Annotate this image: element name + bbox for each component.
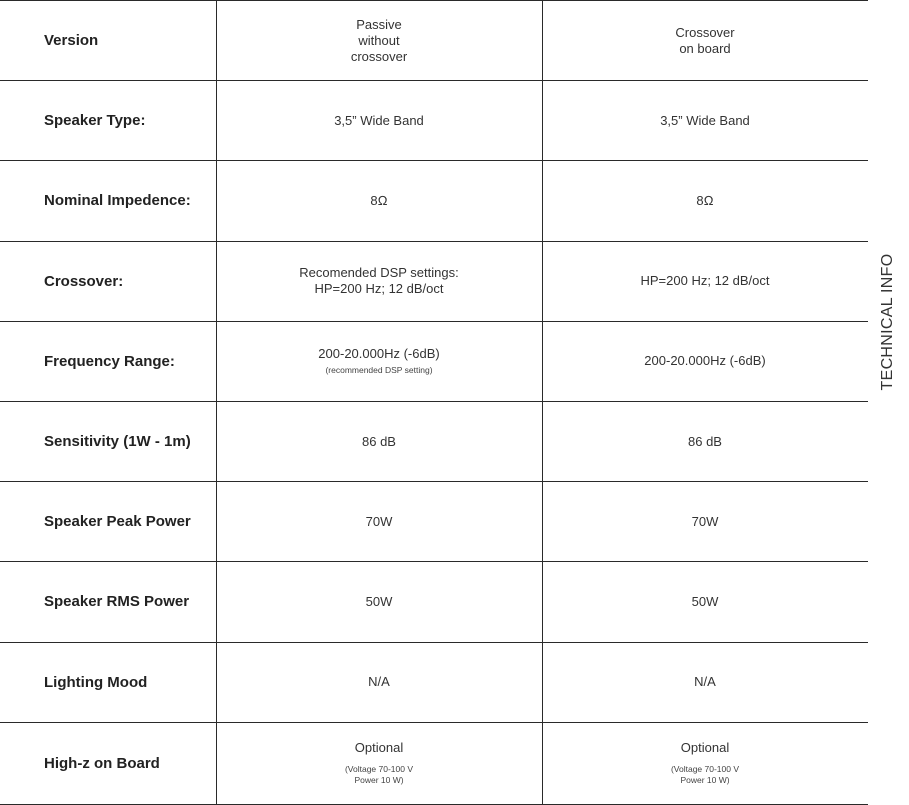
passive-cell — [216, 161, 542, 241]
table-row — [0, 401, 868, 481]
table-row — [0, 1, 868, 81]
cell-value: 70W — [365, 513, 393, 529]
cell-note: (Voltage 70-100 V Power 10 W) — [344, 764, 414, 786]
row-label: High-z on Board — [0, 722, 216, 804]
crossover-cell — [542, 482, 868, 562]
cell-value: 3,5” Wide Band — [334, 112, 424, 128]
cell-value: 8Ω — [370, 192, 388, 208]
cell-value: 86 dB — [688, 433, 722, 449]
table-row — [0, 161, 868, 241]
cell-value: Recomended DSP settings: HP=200 Hz; 12 dB/oct — [299, 265, 459, 297]
table-row — [0, 562, 868, 642]
table-row — [0, 642, 868, 722]
table-row — [0, 241, 868, 321]
passive-cell — [216, 1, 542, 81]
cell-value: 8Ω — [696, 192, 714, 208]
passive-cell — [216, 321, 542, 401]
table-row — [0, 722, 868, 804]
crossover-cell — [542, 401, 868, 481]
cell-value: Optional — [354, 740, 404, 756]
row-label: Crossover: — [0, 241, 216, 321]
cell-value: 200-20.000Hz (-6dB) — [644, 353, 766, 369]
passive-cell — [216, 562, 542, 642]
row-label: Nominal Impedence: — [0, 161, 216, 241]
crossover-cell — [542, 81, 868, 161]
row-label: Frequency Range: — [0, 321, 216, 401]
cell-note: (Voltage 70-100 V Power 10 W) — [670, 764, 740, 786]
cell-value: N/A — [368, 674, 390, 690]
crossover-cell — [542, 1, 868, 81]
crossover-cell — [542, 321, 868, 401]
cell-value: 50W — [365, 593, 393, 609]
table-row — [0, 482, 868, 562]
table-row — [0, 81, 868, 161]
row-label: Speaker Peak Power — [0, 482, 216, 562]
cell-note: (recommended DSP setting) — [325, 365, 433, 376]
cell-value: Passive without crossover — [350, 16, 408, 64]
cell-value: 50W — [691, 593, 719, 609]
cell-value: 3,5” Wide Band — [660, 112, 750, 128]
row-label: Speaker RMS Power — [0, 562, 216, 642]
table-row — [0, 321, 868, 401]
cell-value: 86 dB — [362, 433, 396, 449]
passive-cell — [216, 81, 542, 161]
passive-cell — [216, 401, 542, 481]
passive-cell — [216, 722, 542, 804]
passive-cell — [216, 482, 542, 562]
crossover-cell — [542, 241, 868, 321]
row-label: Version — [0, 1, 216, 81]
crossover-cell — [542, 161, 868, 241]
cell-value: Optional — [680, 740, 730, 756]
row-label: Lighting Mood — [0, 642, 216, 722]
cell-value: 70W — [691, 513, 719, 529]
crossover-cell — [542, 722, 868, 804]
cell-value: N/A — [694, 674, 716, 690]
passive-cell — [216, 241, 542, 321]
cell-value: Crossover on board — [675, 24, 735, 56]
cell-value: HP=200 Hz; 12 dB/oct — [640, 273, 770, 289]
cell-value: 200-20.000Hz (-6dB) — [318, 346, 440, 362]
row-label: Sensitivity (1W - 1m) — [0, 401, 216, 481]
crossover-cell — [542, 562, 868, 642]
side-title: TECHNICAL INFO — [879, 253, 896, 391]
crossover-cell — [542, 642, 868, 722]
row-label: Speaker Type: — [0, 81, 216, 161]
passive-cell — [216, 642, 542, 722]
